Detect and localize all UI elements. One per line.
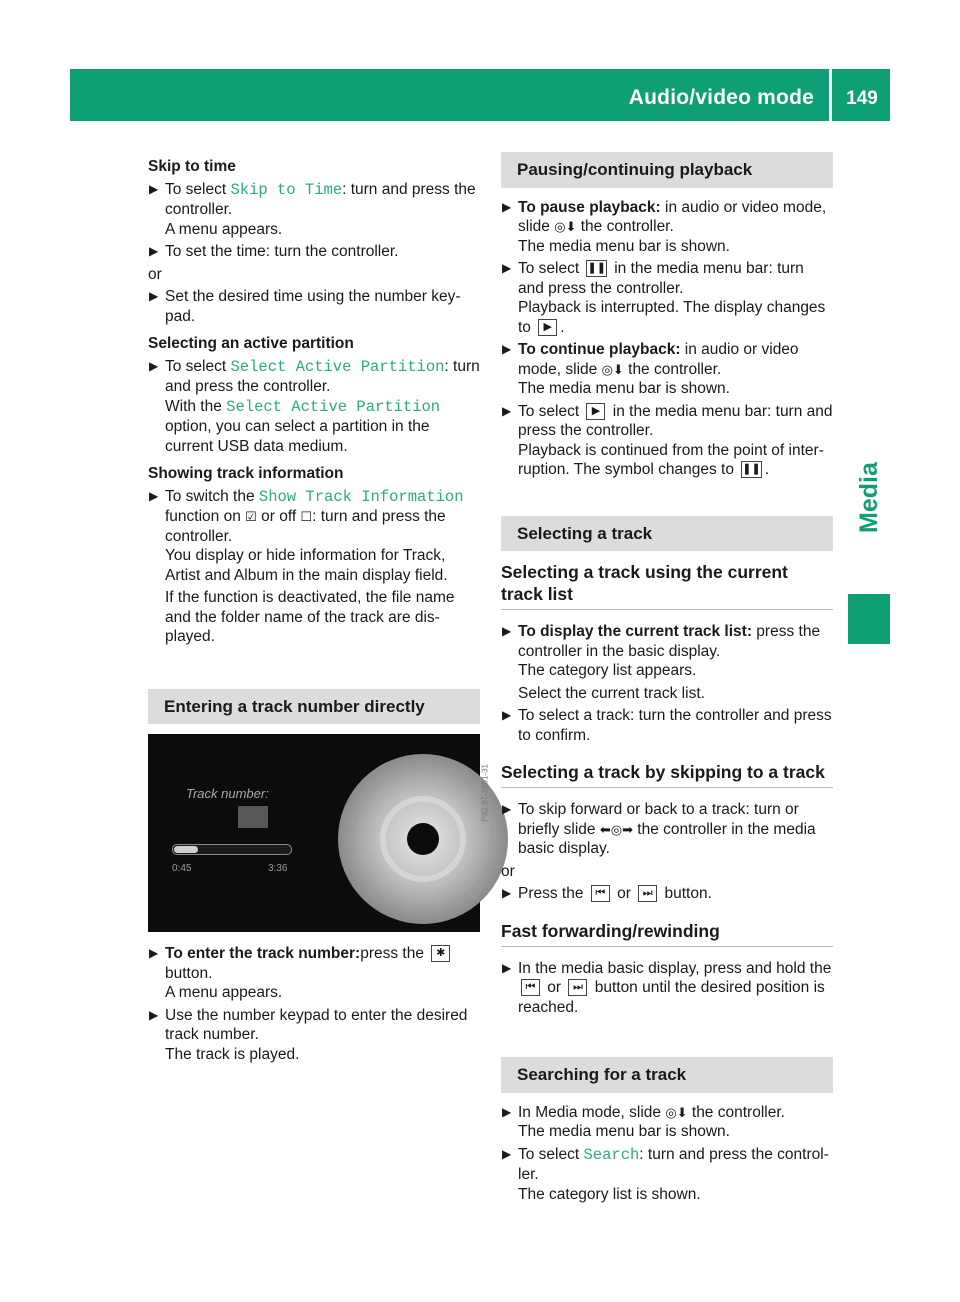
elapsed-time: 0:45 [172,863,192,874]
menu-item-code: Skip to Time [230,180,343,199]
subsection-heading: Selecting a track using the current track list [501,561,833,610]
or-text: or [501,862,515,880]
step-arrow-icon: ▶ [502,261,512,275]
step: ▶ To pause playback: in audio or video mode, slide ◎⬇ the controller. The media menu bar is shown. [502,198,827,255]
step: ▶ To enter the track number:press the ✱ button. A menu appears. [148,944,480,1003]
side-tab-label: Media [855,462,883,533]
step: ▶ To select ❚❚ in the media menu bar: turn and press the controller. Playback is interrupted. The display changes to ▶ . [502,260,826,336]
pause-icon: ❚❚ [586,260,606,277]
step: ▶ To select Search: turn and press the control-ler. The category list is shown. [502,1145,829,1203]
menu-item-code: Select Active Partition [230,357,445,376]
menu-item-code: Select Active Partition [226,397,441,416]
step-arrow-icon: ▶ [149,1007,159,1022]
menu-item-code: Search [583,1145,640,1164]
step-arrow-icon: ▶ [502,199,512,214]
step-arrow-icon: ▶ [149,488,159,503]
progress-fill [174,846,198,853]
section-heading: Searching for a track [501,1057,833,1093]
skip-forward-icon: ⏭ [638,885,657,902]
step: ▶ To skip forward or back to a track: turn or briefly slide ⬅◎➡ the controller in the media basic display. [502,801,816,857]
skip-to-time-heading: Skip to time [148,158,236,175]
controller-slide-left-right-icon: ⬅◎➡ [599,821,633,837]
step: ▶ Use the number keypad to enter the desired track number. The track is played. [149,1006,468,1063]
play-icon: ▶ [586,403,605,420]
section-heading: Entering a track number directly [148,689,480,725]
step: ▶ To select Select Active Partition: turn and press the controller. With the Select Active Partition option, you can select a partition in the current USB data medium. [149,357,480,455]
side-tab [848,410,890,585]
star-key-icon: ✱ [431,945,450,962]
step-arrow-icon: ▶ [149,289,159,303]
checkbox-checked-icon: ☑ [245,509,257,524]
track-info-heading: Showing track information [148,465,344,482]
subsection-heading: Selecting a track by skipping to a track [501,761,833,788]
track-number-label: Track number: [186,786,269,801]
right-column [501,152,833,1207]
step-arrow-icon: ▶ [502,802,512,816]
step-arrow-icon: ▶ [502,624,512,638]
step-arrow-icon: ▶ [502,708,512,722]
left-column [148,152,489,1067]
skip-back-icon: ⏮ [521,979,540,996]
step-arrow-icon: ▶ [149,946,159,960]
controller-slide-down-icon: ◎⬇ [601,361,624,377]
controller-slide-down-icon: ◎⬇ [554,219,577,234]
skip-back-icon: ⏮ [591,885,610,902]
step: ▶ To select Skip to Time: turn and press the controller. A menu appears. [149,180,476,238]
step: ▶ To select a track: turn the controller and press to confirm. [502,707,832,744]
step-arrow-icon: ▶ [502,886,512,900]
controller-slide-down-icon: ◎⬇ [665,1104,688,1120]
section-heading: Pausing/continuing playback [501,152,833,188]
step: ▶ Press the ⏮ or ⏭ button. [502,885,712,902]
step: ▶ To display the current track list: press the controller in the basic display. The category list appears. Select the current track list. [502,623,821,702]
step-arrow-icon: ▶ [149,181,159,196]
checkbox-empty-icon: ☐ [300,509,313,524]
step-arrow-icon: ▶ [149,244,159,258]
partition-heading: Selecting an active partition [148,335,354,352]
step: ▶ To select ▶ in the media menu bar: turn and press the controller. Playback is continued from the point of inter-ruption. The symbol changes to ❚❚ . [502,402,833,478]
track-number-screen-image [148,734,489,932]
section-heading: Selecting a track [501,516,833,552]
step: ▶ To continue playback: in audio or video mode, slide ◎⬇ the controller. The media menu bar is shown. [502,341,799,397]
step-arrow-icon: ▶ [502,1146,512,1161]
side-tab-marker [848,594,890,644]
menu-item-code: Show Track Information [258,487,464,506]
play-icon: ▶ [538,319,557,336]
step: ▶ Set the desired time using the number key-pad. [149,288,461,325]
skip-forward-icon: ⏭ [568,979,587,996]
step-arrow-icon: ▶ [502,342,512,356]
pause-icon: ❚❚ [741,461,761,478]
progress-bar [172,844,292,855]
header-divider [829,69,832,121]
step-arrow-icon: ▶ [149,358,159,373]
header-title: Audio/video mode [628,86,814,109]
step: ▶ To switch the Show Track Information function on ☑ or off ☐: turn and press the controller. You display or hide information for Track, Artist and Album in the main display field. If the function is deactivated, the file name and the folder name of the track are dis-played. [149,487,464,645]
subsection-heading: Fast forwarding/rewinding [501,920,833,947]
step: ▶ To set the time: turn the controller. [149,243,399,260]
step-arrow-icon: ▶ [502,403,512,418]
track-number-box [238,806,268,828]
page-number: 149 [846,88,878,109]
total-time: 3:36 [268,863,288,874]
step: ▶ In Media mode, slide ◎⬇ the controller. The media menu bar is shown. [502,1103,785,1140]
step-arrow-icon: ▶ [502,960,512,975]
or-text: or [148,265,162,283]
image-code: P82.87-1681-31 [480,764,489,822]
step: ▶ In the media basic display, press and hold the ⏮ or ⏭ button until the desired position is reached. [502,959,832,1016]
step-arrow-icon: ▶ [502,1104,512,1119]
page-header [70,69,890,121]
